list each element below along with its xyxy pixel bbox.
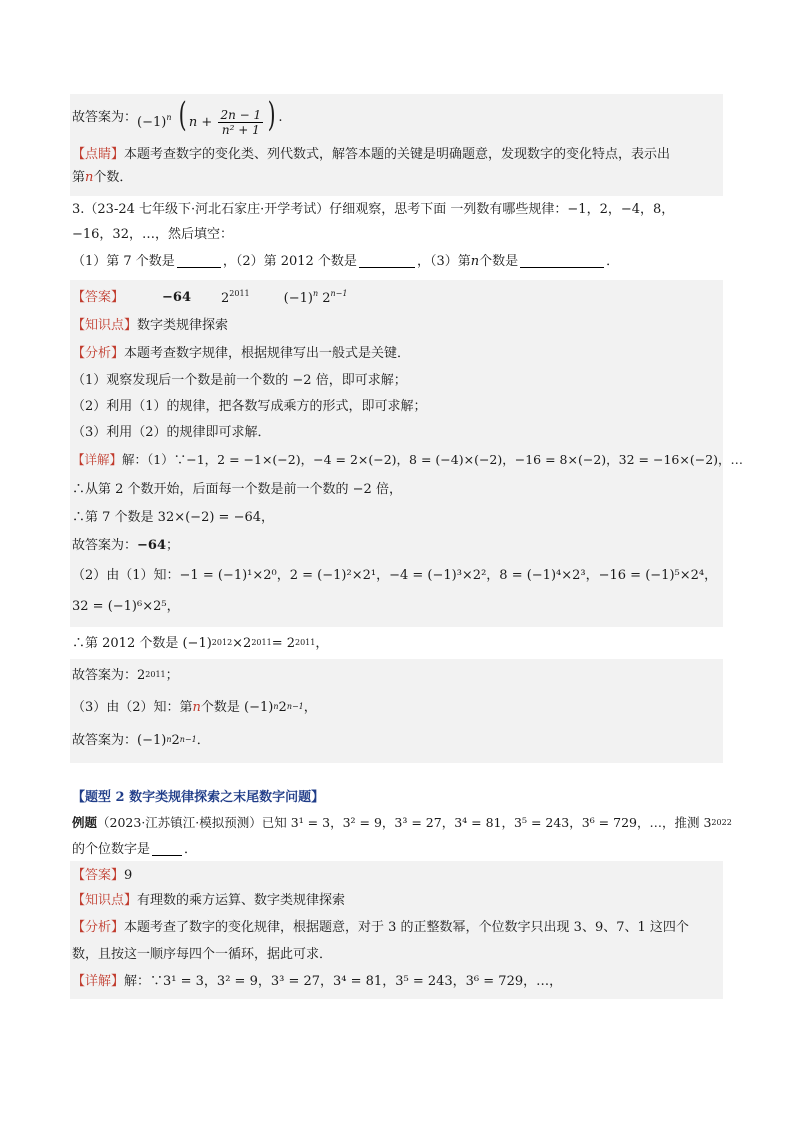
answer-3-base-2: 2 [322,290,331,306]
detail-text-7-eq: = 2 [271,635,295,651]
example-detail-line [72,967,721,995]
comment-label: 【点睛】 [72,146,125,162]
example-knowledge-text: 有理数的乘方运算、数字类规律探索 [137,892,346,908]
answer-3-base: (−1) [283,290,313,306]
detail-text-7-post: ， [315,635,329,651]
detail-text-7-mid: ×2 [232,635,252,651]
answer-2-exponent: 2011 [229,288,250,298]
example-detail-label: 【详解】 [72,973,125,989]
example-text-2: 的个位数字是 [72,841,151,857]
answer-2-base: 2 [221,290,230,306]
example-answer-line [72,863,721,887]
detail-text-8-pre: 故答案为：2 [72,667,146,683]
type-2-section [70,785,732,861]
analysis-step-1 [72,367,721,393]
document-page [70,94,744,999]
detail-line-6 [72,591,721,621]
analysis-step-2 [72,393,721,419]
answer-1: −64 [162,289,191,305]
analysis-line [72,340,721,367]
detail-line-7 [72,627,721,659]
detail-line-2 [72,475,721,503]
answer-3-exponent: n [312,288,319,298]
detail-text-10-exp-2: n−1 [179,735,197,744]
blank-2[interactable] [359,255,415,268]
example-text: （2023·江苏镇江·模拟预测）已知 3¹ = 3，3² = 9，3³ = 27，3⁴ = 81，3⁵ = 243，3⁶ = 729，…，推测 3 [97,814,712,830]
knowledge-label: 【知识点】 [72,317,138,333]
n-variable: n [188,115,198,130]
detail-text-10-pre: 故答案为：(−1) [72,732,167,748]
detail-text-8-post: ； [165,667,179,683]
detail-line-10 [72,723,721,757]
question-3-text-2: −16，32，…，然后填空： [72,226,233,242]
detail-text-10-post: ． [196,732,210,748]
fraction-denominator: n² + 1 [221,123,260,137]
analysis-step-2-text: （2）利用（1）的规律，把各数写成乘方的形式，即可求解； [72,398,427,414]
detail-text-9-post: ， [303,699,317,715]
detail-text-9-exp-2: n−1 [286,702,304,711]
question-3-line-2 [72,222,721,246]
example-analysis-text-1: 本题考查了数字的变化规律，根据题意，对于 3 的正整数幂，个位数字只出现 3、9、7、1 这四个 [124,919,689,935]
detail-text-10-base-2: 2 [171,732,180,748]
analysis-label: 【分析】 [72,346,125,361]
comment-text: 本题考查数字的变化类、列代数式，解答本题的关键是明确题意，发现数字的变化特点，表示出 [124,146,671,162]
detail-text-3: ∴第 7 个数是 32×(−2) = −64， [72,509,275,525]
answer-label: 【答案】 [72,289,125,305]
detail-line-3 [72,503,721,531]
detail-line-9 [72,691,721,723]
detail-text-5: （2）由（1）知：−1 = (−1)¹×2⁰，2 = (−1)²×2¹，−4 = (−1)³×2²，8 = (−1)⁴×2³，−16 = (−1)⁵×2⁴， [72,567,718,583]
example-analysis-line-2 [72,941,721,967]
knowledge-line [72,310,721,340]
example-analysis-label: 【分析】 [72,919,125,935]
comment-line-2 [72,166,721,188]
question-3-part-2: ，（2）第 2012 个数是 [222,253,357,269]
neg-one: (−1) [137,115,167,130]
analysis-step-3-text: （3）利用（2）的规律即可求解． [72,424,271,440]
question-3-var-n: n [470,253,480,269]
detail-text-8-exp: 2011 [145,670,166,679]
detail-text-9-pre: （3）由（2）知：第 [72,699,193,715]
type-2-heading-text: 【题型 2 数字类规律探索之末尾数字问题】 [72,789,325,805]
detail-text-9-var: n [192,699,201,715]
detail-text-9-base-2: 2 [278,699,287,715]
type-2-heading [72,785,721,809]
question-3-solution [70,280,744,627]
question-3-solution-end [70,659,723,763]
example-analysis-line-1 [72,913,721,941]
question-3-text-1: 3.（23-24 七年级下·河北石家庄·开学考试）仔细观察，思考下面 一列数有哪些规律：−1，2，−4，8， [72,201,675,217]
detail-text-7-pre: ∴第 2012 个数是 (−1) [72,635,212,651]
question-3-line-1 [72,196,721,222]
knowledge-text: 数字类规律探索 [137,317,229,333]
answer-expression [137,95,278,137]
example-line-2 [72,837,721,861]
detail-text-9-mid: 个数是 (−1) [200,699,274,715]
detail-line-8 [72,659,721,691]
example-answer-value: 9 [124,867,133,883]
blank-1[interactable] [177,255,221,268]
plus-sign: + [197,115,217,130]
example-detail-text: 解：∵3¹ = 3，3² = 9，3³ = 27，3⁴ = 81，3⁵ = 243，3⁶ = 729，…， [124,973,563,989]
answer-prefix: 故答案为： [72,109,138,125]
question-3-line-3 [72,246,721,276]
example-analysis-text-2: 数，且按这一顺序每四个一循环，据此可求． [72,946,333,962]
detail-text-7-exp-1: 2012 [211,638,233,647]
answer-2 [221,290,250,305]
detail-text-9-exp-1: n [273,702,279,711]
comment-text-post: 个数． [93,169,133,185]
previous-answer-line [72,95,721,137]
example-blank[interactable] [152,843,182,856]
example-knowledge-line [72,887,721,913]
example-solution [70,861,723,999]
detail-line-4 [72,531,721,559]
example-line-1 [72,809,732,837]
detail-text-6: 32 = (−1)⁶×2⁵， [72,598,180,614]
left-paren: ( [178,95,187,135]
detail-text-7-exp-2: 2011 [251,638,272,647]
comment-var-n: n [85,169,94,185]
question-3-part-3-pre: ，（3）第 [416,253,471,269]
detail-text-4-value: −64 [137,537,166,553]
example-end: ． [184,841,198,857]
detail-text-7-exp-3: 2011 [294,638,316,647]
question-3-solution-continued [70,627,723,659]
analysis-text: 本题考查数字规律，根据规律写出一般式是关键． [124,346,411,361]
detail-text-2: ∴从第 2 个数开始，后面每一个数是前一个数的 −2 倍， [72,481,402,497]
detail-text-4-post: ； [166,537,180,553]
example-answer-label: 【答案】 [72,867,125,883]
example-exponent: 2022 [711,818,732,827]
detail-text-1: 解：（1）∵−1，2 = −1×(−2)，−4 = 2×(−2)，8 = (−4)×(−2)，−16 = 8×(−2)，32 = −16×(−2)，… [122,451,744,467]
answer-3-exponent-2: n−1 [330,288,348,298]
example-label: 例题 [72,814,98,830]
right-paren: ) [267,95,276,135]
question-3-end: ． [606,253,620,269]
blank-3[interactable] [520,255,604,268]
previous-solution-block [70,94,723,196]
analysis-step-1-text: （1）观察发现后一个数是前一个数的 −2 倍，即可求解； [72,372,407,388]
analysis-step-3 [72,419,721,445]
question-3-part-3-post: 个数是 [479,253,519,269]
answer-line [72,284,721,310]
detail-label: 【详解】 [72,451,123,467]
example-knowledge-label: 【知识点】 [72,892,138,908]
exponent-n: n [166,113,172,122]
question-3 [70,196,723,276]
answer-period: . [278,109,283,125]
detail-line-1 [72,445,744,475]
detail-text-10-exp-1: n [166,735,172,744]
detail-line-5 [72,559,721,591]
question-3-part-1: （1）第 7 个数是 [72,253,175,269]
comment-text-pre: 第 [72,169,86,185]
fraction [218,109,263,136]
comment-line-1 [72,142,721,166]
detail-text-4-pre: 故答案为： [72,537,138,553]
fraction-numerator: 2n − 1 [220,108,262,122]
answer-3 [284,290,348,305]
